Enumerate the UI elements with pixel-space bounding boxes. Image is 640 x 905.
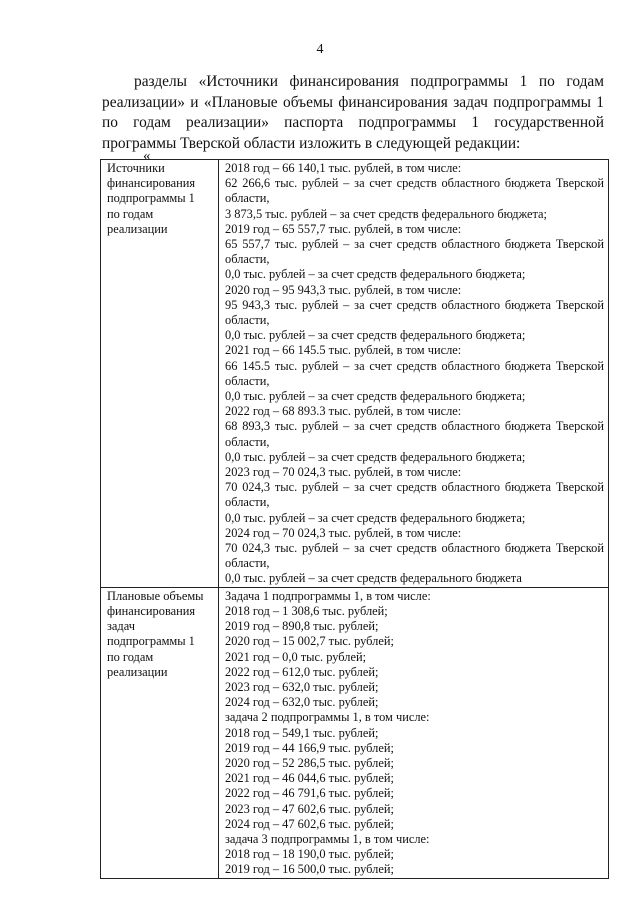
row-value-line: 0,0 тыс. рублей – за счет средств федерального бюджета; <box>225 267 526 282</box>
row-value-line: 2019 год – 16 500,0 тыс. рублей; <box>225 862 394 877</box>
row-value-line: 2019 год – 65 557,7 тыс. рублей, в том числе: <box>225 221 462 236</box>
row-value-line: 2019 год – 890,8 тыс. рублей; <box>225 619 379 634</box>
row-label-line: финансирования <box>107 176 196 191</box>
row-value-line: 2023 год – 70 024,3 тыс. рублей, в том числе: <box>225 465 462 480</box>
table-row <box>101 160 609 588</box>
row-value-line: Задача 1 подпрограммы 1, в том числе: <box>225 588 431 603</box>
row-label-line: Плановые объемы <box>107 588 204 603</box>
row-label-line: по годам <box>107 649 154 664</box>
row-value-line: 0,0 тыс. рублей – за счет средств федерального бюджета; <box>225 510 526 525</box>
row-value-line: 2018 год – 549,1 тыс. рублей; <box>225 725 379 740</box>
row-label-cell <box>101 587 219 878</box>
row-value-line: 2024 год – 70 024,3 тыс. рублей, в том числе: <box>225 525 462 540</box>
row-value-line: 2020 год – 95 943,3 тыс. рублей, в том числе: <box>225 282 462 297</box>
row-value-line: 2021 год – 66 145.5 тыс. рублей, в том числе: <box>225 343 462 358</box>
table-row <box>101 587 609 878</box>
row-label-line: реализации <box>107 221 168 236</box>
row-label-line: Источники <box>107 161 165 175</box>
row-label-line: реализации <box>107 664 168 679</box>
row-value-line: 2023 год – 632,0 тыс. рублей; <box>225 679 379 694</box>
row-value-line: 68 893,3 тыс. рублей – за счет средств областного бюджета Тверской области, <box>225 419 604 449</box>
row-value-cell <box>219 587 609 878</box>
row-value-line: 2022 год – 68 893.3 тыс. рублей, в том числе: <box>225 404 462 419</box>
opening-quote-mark: « <box>143 148 151 164</box>
financing-table <box>100 159 609 879</box>
row-value-line: 2024 год – 632,0 тыс. рублей; <box>225 695 379 710</box>
row-label-line: по годам <box>107 206 154 221</box>
row-value-line: задача 2 подпрограммы 1, в том числе: <box>225 710 430 725</box>
row-value-line: 2022 год – 612,0 тыс. рублей; <box>225 664 379 679</box>
row-value-line: 95 943,3 тыс. рублей – за счет средств областного бюджета Тверской области, <box>225 297 604 328</box>
row-value-line: 62 266,6 тыс. рублей – за счет средств областного бюджета Тверской области, <box>225 176 604 206</box>
row-value-line: 0,0 тыс. рублей – за счет средств федерального бюджета; <box>225 389 526 404</box>
row-value-cell <box>219 160 609 588</box>
row-label-cell <box>101 160 219 588</box>
row-value-line: 2018 год – 18 190,0 тыс. рублей; <box>225 847 394 862</box>
row-value-line: 66 145.5 тыс. рублей – за счет средств областного бюджета Тверской области, <box>225 358 604 388</box>
financing-table-body <box>101 160 609 879</box>
intro-text: разделы «Источники финансирования подпрограммы 1 по годам реализации» и «Плановые объемы финансирования задач подпрограммы 1 по годам реализации» паспорта подпрограммы 1 государственной программы Тверской области изложить в следующей редакции: <box>102 73 604 152</box>
row-value-line: 2024 год – 47 602,6 тыс. рублей; <box>225 816 394 831</box>
row-value-line: 0,0 тыс. рублей – за счет средств федерального бюджета <box>225 571 522 586</box>
row-value-line: 0,0 тыс. рублей – за счет средств федерального бюджета; <box>225 328 526 343</box>
row-value-line: 2023 год – 47 602,6 тыс. рублей; <box>225 801 394 816</box>
intro-paragraph <box>102 72 604 154</box>
row-value-line: 0,0 тыс. рублей – за счет средств федерального бюджета; <box>225 449 526 464</box>
row-value-line: 2022 год – 46 791,6 тыс. рублей; <box>225 786 394 801</box>
row-value-line: 2018 год – 1 308,6 тыс. рублей; <box>225 603 388 618</box>
row-value-line: 2018 год – 66 140,1 тыс. рублей, в том числе: <box>225 161 462 175</box>
row-value-line: 3 873,5 тыс. рублей – за счет средств федерального бюджета; <box>225 206 547 221</box>
row-value-line: 2019 год – 44 166,9 тыс. рублей; <box>225 740 394 755</box>
row-value-line: задача 3 подпрограммы 1, в том числе: <box>225 831 430 846</box>
row-value-line: 65 557,7 тыс. рублей – за счет средств областного бюджета Тверской области, <box>225 237 604 267</box>
page-number: 4 <box>316 42 324 57</box>
row-label-line: подпрограммы 1 <box>107 191 195 206</box>
row-value-line: 70 024,3 тыс. рублей – за счет средств областного бюджета Тверской области, <box>225 480 604 510</box>
row-label-line: задач <box>107 619 135 634</box>
row-value-line: 2020 год – 15 002,7 тыс. рублей; <box>225 634 394 649</box>
row-label-line: финансирования <box>107 603 196 618</box>
row-label-line: подпрограммы 1 <box>107 634 195 649</box>
row-value-line: 70 024,3 тыс. рублей – за счет средств областного бюджета Тверской области, <box>225 541 604 571</box>
row-value-line: 2021 год – 46 044,6 тыс. рублей; <box>225 771 394 786</box>
row-value-line: 2020 год – 52 286,5 тыс. рублей; <box>225 755 394 770</box>
row-value-line: 2021 год – 0,0 тыс. рублей; <box>225 649 367 664</box>
